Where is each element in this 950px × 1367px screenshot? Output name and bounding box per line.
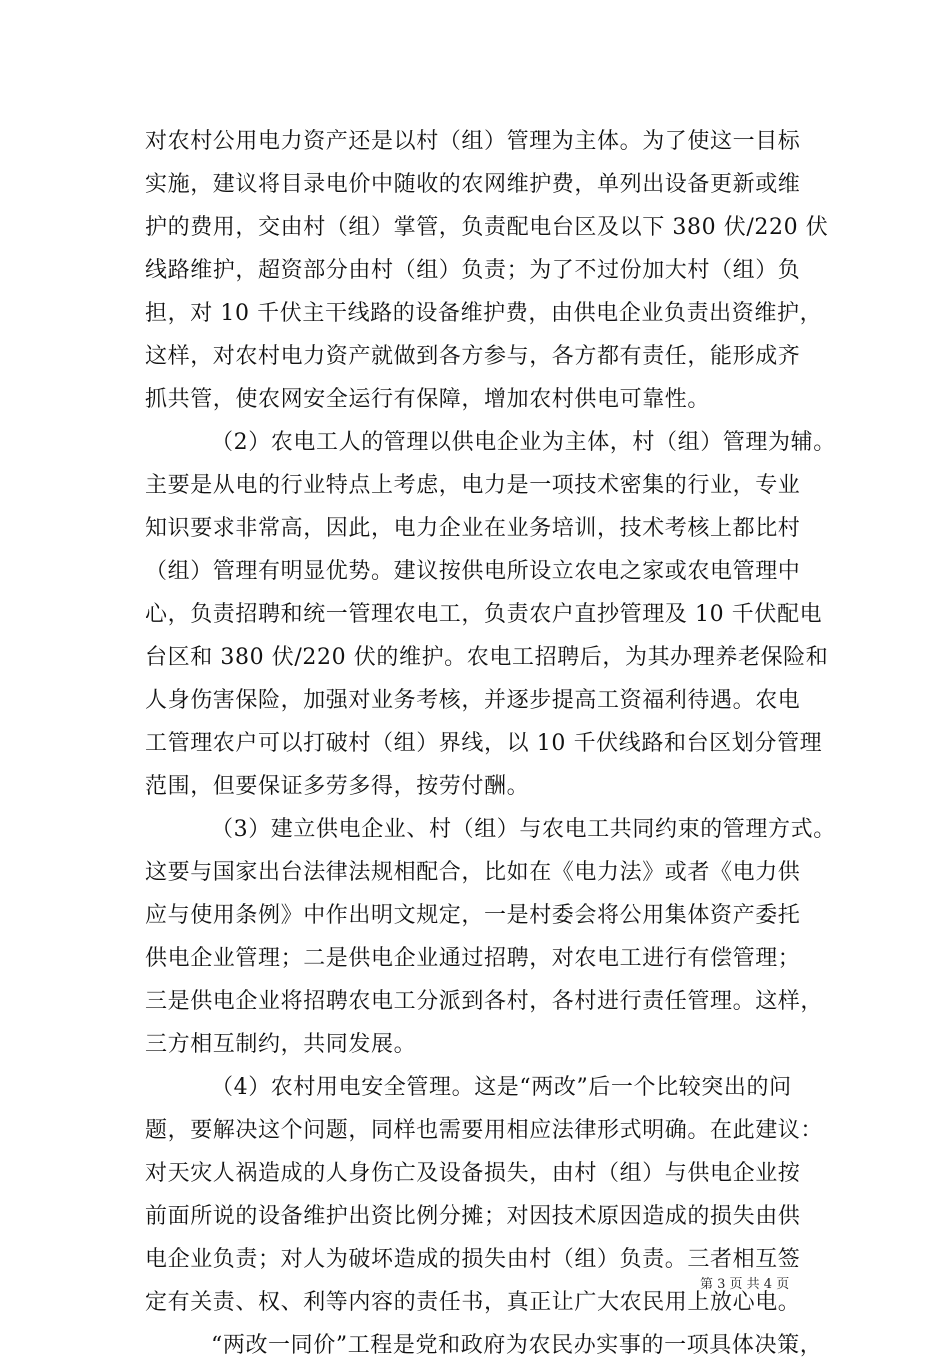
text-line: 定有关责、权、利等内容的责任书，真正让广大农民用上放心电。 — [145, 1290, 801, 1315]
text-line: 人身伤害保险，加强对业务考核，并逐步提高工资福利待遇。农电 — [145, 688, 801, 713]
text-line: 心，负责招聘和统一管理农电工，负责农户直抄管理及 10 千伏配电 — [145, 602, 823, 627]
text-line: 范围，但要保证多劳多得，按劳付酬。 — [145, 774, 530, 799]
text-line: 电企业负责；对人为破坏造成的损失由村（组）负责。三者相互签 — [145, 1247, 801, 1272]
paragraph-start-line: （2）农电工人的管理以供电企业为主体，村（组）管理为辅。 — [211, 430, 836, 455]
text-line: 对农村公用电力资产还是以村（组）管理为主体。为了使这一目标 — [145, 129, 801, 154]
text-line: 工管理农户可以打破村（组）界线，以 10 千伏线路和台区划分管理 — [145, 731, 823, 756]
text-line: 供电企业管理；二是供电企业通过招聘，对农电工进行有偿管理； — [145, 946, 801, 971]
paragraph-start-line: （3）建立供电企业、村（组）与农电工共同约束的管理方式。 — [211, 817, 836, 842]
page-number-footer: 第 3 页 共 4 页 — [700, 1277, 790, 1292]
text-line: 实施，建议将目录电价中随收的农网维护费，单列出设备更新或维 — [145, 172, 801, 197]
paragraph-start-line: （4）农村用电安全管理。这是“两改”后一个比较突出的问 — [211, 1075, 792, 1100]
text-line: 对天灾人祸造成的人身伤亡及设备损失，由村（组）与供电企业按 — [145, 1161, 801, 1186]
text-line: 主要是从电的行业特点上考虑，电力是一项技术密集的行业，专业 — [145, 473, 801, 498]
text-line: 题，要解决这个问题，同样也需要用相应法律形式明确。在此建议： — [145, 1118, 824, 1143]
text-line: （组）管理有明显优势。建议按供电所设立农电之家或农电管理中 — [145, 559, 801, 584]
text-line: 这要与国家出台法律法规相配合，比如在《电力法》或者《电力供 — [145, 860, 801, 885]
text-line: 知识要求非常高，因此，电力企业在业务培训，技术考核上都比村 — [145, 516, 801, 541]
text-line: 线路维护，超资部分由村（组）负责；为了不过份加大村（组）负 — [145, 258, 801, 283]
text-line: 抓共管，使农网安全运行有保障，增加农村供电可靠性。 — [145, 387, 711, 412]
text-line: 台区和 380 伏/220 伏的维护。农电工招聘后，为其办理养老保险和 — [145, 645, 829, 670]
text-line: 三方相互制约，共同发展。 — [145, 1032, 417, 1057]
text-line: 这样，对农村电力资产就做到各方参与，各方都有责任，能形成齐 — [145, 344, 801, 369]
body-text — [145, 120, 836, 1367]
text-line: 担，对 10 千伏主干线路的设备维护费，由供电企业负责出资维护， — [145, 301, 823, 326]
text-line: 前面所说的设备维护出资比例分摊；对因技术原因造成的损失由供 — [145, 1204, 801, 1229]
text-line: 护的费用，交由村（组）掌管，负责配电台区及以下 380 伏/220 伏 — [145, 215, 829, 240]
text-line: 三是供电企业将招聘农电工分派到各村，各村进行责任管理。这样， — [145, 989, 824, 1014]
paragraph-start-line: “两改一同价”工程是党和政府为农民办实事的一项具体决策， — [211, 1333, 823, 1358]
text-line: 应与使用条例》中作出明文规定，一是村委会将公用集体资产委托 — [145, 903, 801, 928]
